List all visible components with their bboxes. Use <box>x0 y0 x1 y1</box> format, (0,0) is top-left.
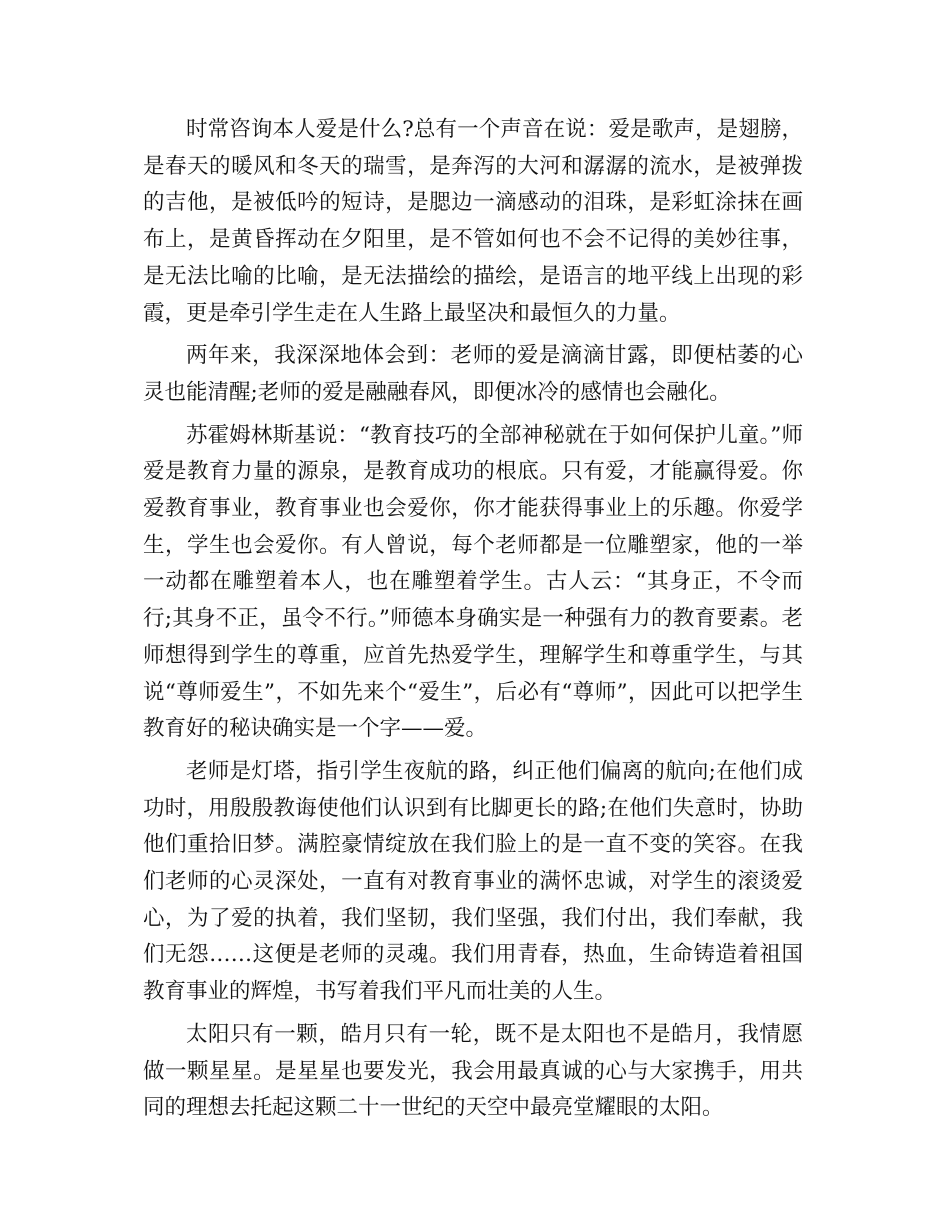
document-body <box>143 112 803 1133</box>
paragraph-2: 两年来，我深深地体会到：老师的爱是滴滴甘露，即便枯萎的心灵也能清醒;老师的爱是融融春风，即便冰冷的感情也会融化。 <box>143 343 803 405</box>
paragraph-4: 老师是灯塔，指引学生夜航的路，纠正他们偏离的航向;在他们成功时，用殷殷教诲使他们认识到有比脚更长的路;在他们失意时，协助他们重拾旧梦。满腔豪情绽放在我们脸上的是一直不变的笑容。在我们老师的心灵深处，一直有对教育事业的满怀忠诚，对学生的滚烫爱心，为了爱的执着，我们坚韧，我们坚强，我们付出，我们奉献，我们无怨……这便是老师的灵魂。我们用青春，热血，生命铸造着祖国教育事业的辉煌，书写着我们平凡而壮美的人生。 <box>143 758 803 1005</box>
paragraph-1: 时常咨询本人爱是什么?总有一个声音在说：爱是歌声，是翅膀，是春天的暖风和冬天的瑞雪，是奔泻的大河和潺潺的流水，是被弹拨的吉他，是被低吟的短诗，是腮边一滴感动的泪珠，是彩虹涂抹在画布上，是黄昏挥动在夕阳里，是不管如何也不会不记得的美妙往事，是无法比喻的比喻，是无法描绘的描绘，是语言的地平线上出现的彩霞，更是牵引学生走在人生路上最坚决和最恒久的力量。 <box>143 117 803 326</box>
paragraph-5: 太阳只有一颗，皓月只有一轮，既不是太阳也不是皓月，我情愿做一颗星星。是星星也要发光，我会用最真诚的心与大家携手，用共同的理想去托起这颗二十一世纪的天空中最亮堂耀眼的太阳。 <box>143 1021 803 1121</box>
paragraph-3: 苏霍姆林斯基说：“教育技巧的全部神秘就在于如何保护儿童。”师爱是教育力量的源泉，是教育成功的根底。只有爱，才能赢得爱。你爱教育事业，教育事业也会爱你，你才能获得事业上的乐趣。你爱学生，学生也会爱你。有人曾说，每个老师都是一位雕塑家，他的一举一动都在雕塑着本人，也在雕塑着学生。古人云：“其身正，不令而行;其身不正，虽令不行。”师德本身确实是一种强有力的教育要素。老师想得到学生的尊重，应首先热爱学生，理解学生和尊重学生，与其说“尊师爱生”，不如先来个“爱生”，后必有“尊师”，因此可以把学生教育好的秘诀确实是一个字——爱。 <box>143 422 803 742</box>
